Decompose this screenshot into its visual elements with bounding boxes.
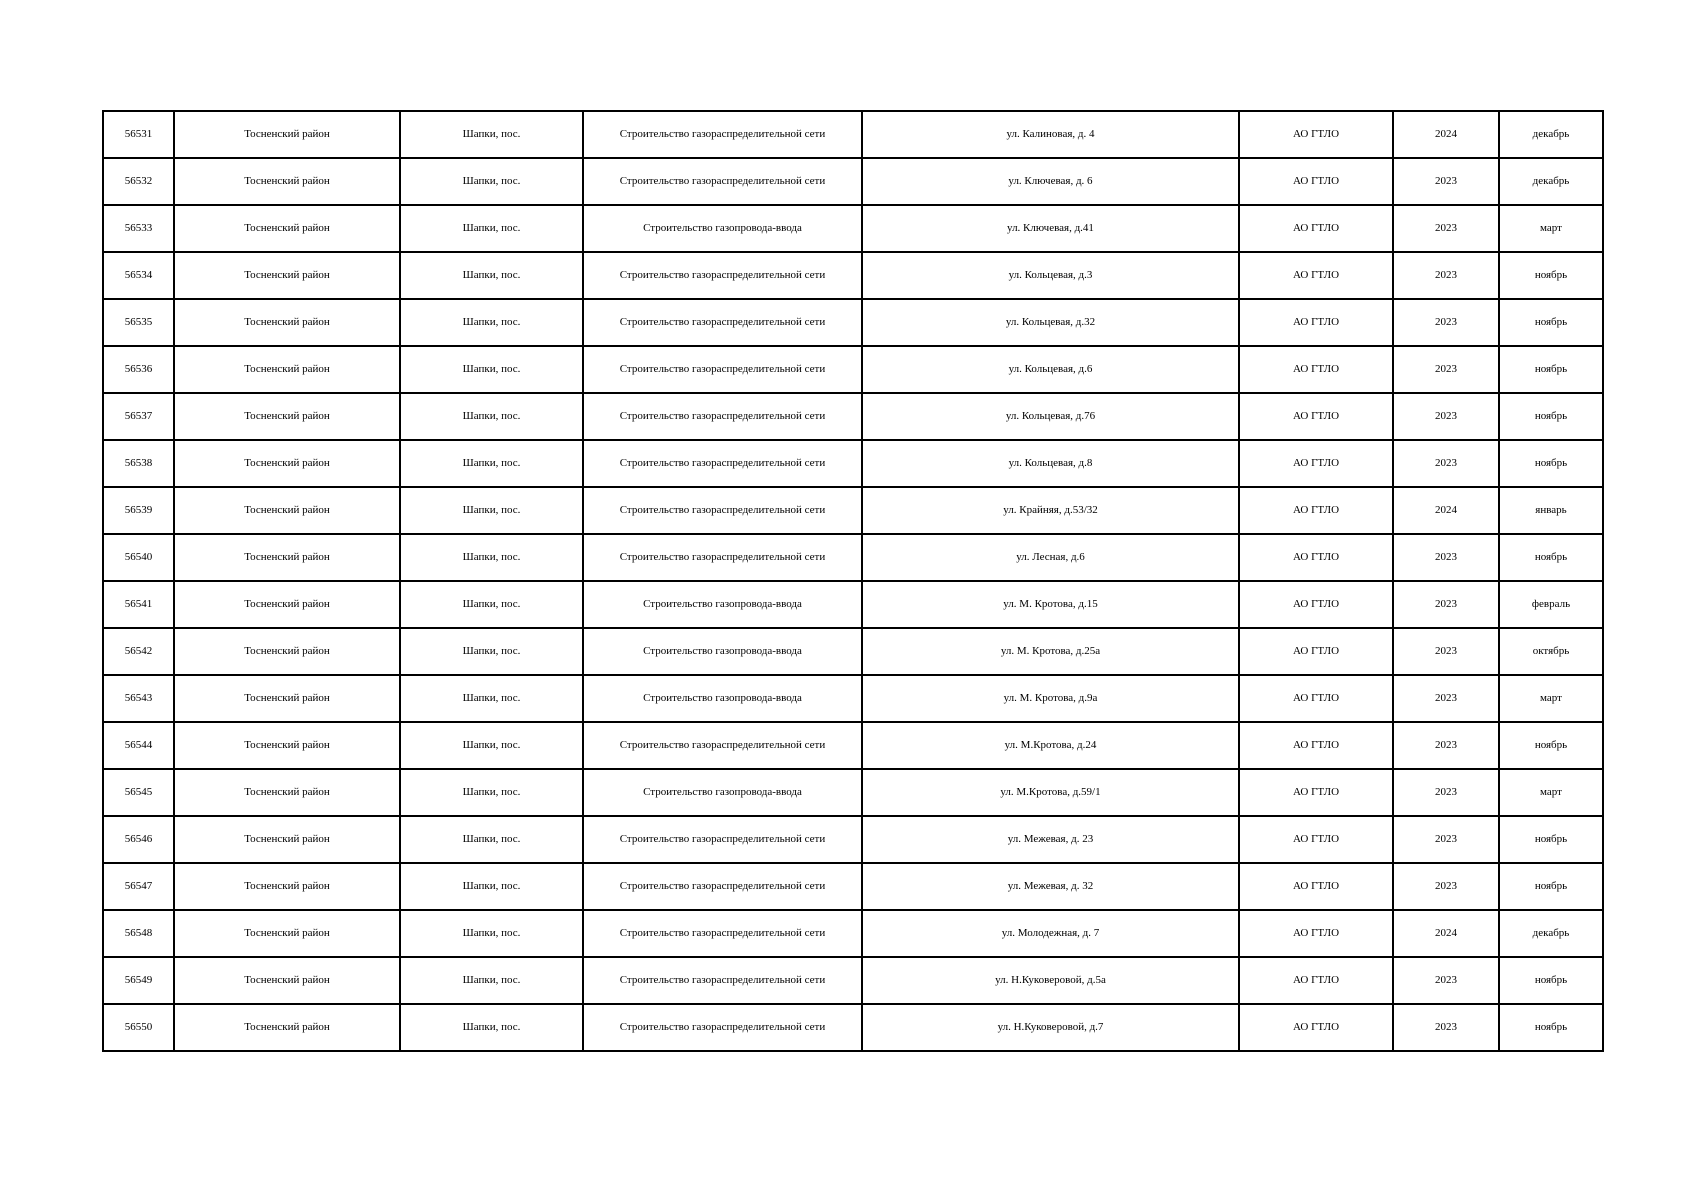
cell-work: Строительство газопровода-ввода <box>583 205 862 252</box>
cell-year: 2023 <box>1393 628 1499 675</box>
cell-settlement: Шапки, пос. <box>400 346 583 393</box>
cell-year: 2023 <box>1393 205 1499 252</box>
cell-settlement: Шапки, пос. <box>400 111 583 158</box>
cell-month: ноябрь <box>1499 299 1603 346</box>
cell-year: 2024 <box>1393 910 1499 957</box>
cell-month: ноябрь <box>1499 393 1603 440</box>
cell-settlement: Шапки, пос. <box>400 675 583 722</box>
cell-address: ул. Лесная, д.6 <box>862 534 1239 581</box>
table-row <box>103 346 1603 393</box>
cell-month: декабрь <box>1499 111 1603 158</box>
cell-address: ул. Кольцевая, д.8 <box>862 440 1239 487</box>
cell-org: АО ГТЛО <box>1239 299 1393 346</box>
table-row <box>103 1004 1603 1051</box>
cell-district: Тосненский район <box>174 299 400 346</box>
cell-id: 56539 <box>103 487 174 534</box>
cell-id: 56532 <box>103 158 174 205</box>
cell-id: 56543 <box>103 675 174 722</box>
cell-org: АО ГТЛО <box>1239 252 1393 299</box>
table-row <box>103 816 1603 863</box>
cell-address: ул. М.Кротова, д.24 <box>862 722 1239 769</box>
cell-district: Тосненский район <box>174 769 400 816</box>
cell-settlement: Шапки, пос. <box>400 252 583 299</box>
cell-id: 56545 <box>103 769 174 816</box>
table-row <box>103 675 1603 722</box>
cell-org: АО ГТЛО <box>1239 487 1393 534</box>
cell-settlement: Шапки, пос. <box>400 1004 583 1051</box>
cell-month: ноябрь <box>1499 722 1603 769</box>
cell-year: 2023 <box>1393 863 1499 910</box>
cell-id: 56549 <box>103 957 174 1004</box>
cell-address: ул. М. Кротова, д.9а <box>862 675 1239 722</box>
cell-settlement: Шапки, пос. <box>400 158 583 205</box>
cell-id: 56550 <box>103 1004 174 1051</box>
cell-work: Строительство газопровода-ввода <box>583 769 862 816</box>
cell-id: 56531 <box>103 111 174 158</box>
cell-org: АО ГТЛО <box>1239 1004 1393 1051</box>
cell-address: ул. Крайняя, д.53/32 <box>862 487 1239 534</box>
cell-address: ул. Межевая, д. 23 <box>862 816 1239 863</box>
cell-org: АО ГТЛО <box>1239 205 1393 252</box>
cell-settlement: Шапки, пос. <box>400 581 583 628</box>
cell-month: ноябрь <box>1499 816 1603 863</box>
cell-id: 56544 <box>103 722 174 769</box>
cell-id: 56548 <box>103 910 174 957</box>
cell-org: АО ГТЛО <box>1239 581 1393 628</box>
table-row <box>103 205 1603 252</box>
cell-month: февраль <box>1499 581 1603 628</box>
table-row <box>103 910 1603 957</box>
cell-settlement: Шапки, пос. <box>400 299 583 346</box>
cell-year: 2023 <box>1393 769 1499 816</box>
table-row <box>103 158 1603 205</box>
cell-org: АО ГТЛО <box>1239 346 1393 393</box>
gas-works-table <box>102 110 1604 1052</box>
cell-year: 2023 <box>1393 346 1499 393</box>
cell-address: ул. Межевая, д. 32 <box>862 863 1239 910</box>
cell-address: ул. Ключевая, д.41 <box>862 205 1239 252</box>
cell-district: Тосненский район <box>174 252 400 299</box>
cell-address: ул. Н.Куковеровой, д.7 <box>862 1004 1239 1051</box>
cell-address: ул. Кольцевая, д.6 <box>862 346 1239 393</box>
cell-work: Строительство газораспределительной сети <box>583 158 862 205</box>
table-row <box>103 628 1603 675</box>
cell-org: АО ГТЛО <box>1239 440 1393 487</box>
cell-work: Строительство газораспределительной сети <box>583 252 862 299</box>
table-row <box>103 299 1603 346</box>
cell-id: 56542 <box>103 628 174 675</box>
cell-address: ул. Кольцевая, д.3 <box>862 252 1239 299</box>
cell-work: Строительство газопровода-ввода <box>583 675 862 722</box>
cell-year: 2023 <box>1393 534 1499 581</box>
table-row <box>103 440 1603 487</box>
cell-year: 2023 <box>1393 440 1499 487</box>
cell-district: Тосненский район <box>174 393 400 440</box>
cell-settlement: Шапки, пос. <box>400 393 583 440</box>
cell-org: АО ГТЛО <box>1239 534 1393 581</box>
cell-district: Тосненский район <box>174 440 400 487</box>
cell-work: Строительство газораспределительной сети <box>583 1004 862 1051</box>
cell-district: Тосненский район <box>174 722 400 769</box>
cell-district: Тосненский район <box>174 487 400 534</box>
cell-district: Тосненский район <box>174 628 400 675</box>
table-row <box>103 769 1603 816</box>
cell-month: ноябрь <box>1499 863 1603 910</box>
table-body <box>103 111 1603 1051</box>
cell-org: АО ГТЛО <box>1239 111 1393 158</box>
cell-district: Тосненский район <box>174 910 400 957</box>
cell-year: 2023 <box>1393 158 1499 205</box>
cell-district: Тосненский район <box>174 158 400 205</box>
cell-settlement: Шапки, пос. <box>400 957 583 1004</box>
cell-year: 2023 <box>1393 393 1499 440</box>
cell-month: декабрь <box>1499 910 1603 957</box>
cell-month: ноябрь <box>1499 957 1603 1004</box>
table-row <box>103 957 1603 1004</box>
cell-district: Тосненский район <box>174 346 400 393</box>
cell-address: ул. Н.Куковеровой, д.5а <box>862 957 1239 1004</box>
cell-month: ноябрь <box>1499 1004 1603 1051</box>
cell-settlement: Шапки, пос. <box>400 722 583 769</box>
cell-year: 2024 <box>1393 487 1499 534</box>
cell-settlement: Шапки, пос. <box>400 534 583 581</box>
cell-month: декабрь <box>1499 158 1603 205</box>
cell-work: Строительство газораспределительной сети <box>583 299 862 346</box>
table-row <box>103 722 1603 769</box>
cell-month: ноябрь <box>1499 252 1603 299</box>
table-row <box>103 863 1603 910</box>
cell-year: 2023 <box>1393 816 1499 863</box>
cell-year: 2023 <box>1393 722 1499 769</box>
table-row <box>103 252 1603 299</box>
cell-org: АО ГТЛО <box>1239 863 1393 910</box>
cell-org: АО ГТЛО <box>1239 816 1393 863</box>
cell-settlement: Шапки, пос. <box>400 440 583 487</box>
cell-district: Тосненский район <box>174 581 400 628</box>
cell-year: 2023 <box>1393 581 1499 628</box>
cell-month: март <box>1499 675 1603 722</box>
cell-work: Строительство газораспределительной сети <box>583 487 862 534</box>
cell-id: 56547 <box>103 863 174 910</box>
cell-work: Строительство газопровода-ввода <box>583 628 862 675</box>
cell-address: ул. Калиновая, д. 4 <box>862 111 1239 158</box>
cell-district: Тосненский район <box>174 863 400 910</box>
cell-org: АО ГТЛО <box>1239 675 1393 722</box>
cell-settlement: Шапки, пос. <box>400 205 583 252</box>
cell-month: ноябрь <box>1499 440 1603 487</box>
cell-org: АО ГТЛО <box>1239 628 1393 675</box>
cell-work: Строительство газораспределительной сети <box>583 910 862 957</box>
cell-work: Строительство газораспределительной сети <box>583 863 862 910</box>
cell-month: ноябрь <box>1499 534 1603 581</box>
cell-org: АО ГТЛО <box>1239 910 1393 957</box>
cell-month: ноябрь <box>1499 346 1603 393</box>
cell-year: 2023 <box>1393 252 1499 299</box>
table-row <box>103 581 1603 628</box>
cell-id: 56540 <box>103 534 174 581</box>
cell-org: АО ГТЛО <box>1239 393 1393 440</box>
cell-org: АО ГТЛО <box>1239 957 1393 1004</box>
cell-address: ул. М. Кротова, д.25а <box>862 628 1239 675</box>
cell-id: 56546 <box>103 816 174 863</box>
cell-district: Тосненский район <box>174 111 400 158</box>
cell-address: ул. М. Кротова, д.15 <box>862 581 1239 628</box>
cell-address: ул. Ключевая, д. 6 <box>862 158 1239 205</box>
cell-id: 56536 <box>103 346 174 393</box>
cell-id: 56537 <box>103 393 174 440</box>
cell-year: 2023 <box>1393 957 1499 1004</box>
cell-settlement: Шапки, пос. <box>400 910 583 957</box>
cell-address: ул. Кольцевая, д.32 <box>862 299 1239 346</box>
cell-settlement: Шапки, пос. <box>400 769 583 816</box>
cell-year: 2023 <box>1393 299 1499 346</box>
cell-district: Тосненский район <box>174 957 400 1004</box>
cell-work: Строительство газораспределительной сети <box>583 957 862 1004</box>
cell-district: Тосненский район <box>174 205 400 252</box>
cell-id: 56534 <box>103 252 174 299</box>
cell-settlement: Шапки, пос. <box>400 863 583 910</box>
cell-id: 56535 <box>103 299 174 346</box>
cell-district: Тосненский район <box>174 675 400 722</box>
cell-address: ул. М.Кротова, д.59/1 <box>862 769 1239 816</box>
cell-work: Строительство газораспределительной сети <box>583 816 862 863</box>
cell-year: 2024 <box>1393 111 1499 158</box>
cell-work: Строительство газопровода-ввода <box>583 581 862 628</box>
cell-month: март <box>1499 769 1603 816</box>
cell-district: Тосненский район <box>174 1004 400 1051</box>
cell-month: январь <box>1499 487 1603 534</box>
cell-district: Тосненский район <box>174 816 400 863</box>
cell-id: 56538 <box>103 440 174 487</box>
cell-id: 56541 <box>103 581 174 628</box>
cell-work: Строительство газораспределительной сети <box>583 346 862 393</box>
table-row <box>103 111 1603 158</box>
cell-org: АО ГТЛО <box>1239 769 1393 816</box>
cell-district: Тосненский район <box>174 534 400 581</box>
table-row <box>103 487 1603 534</box>
cell-address: ул. Молодежная, д. 7 <box>862 910 1239 957</box>
cell-month: октябрь <box>1499 628 1603 675</box>
cell-month: март <box>1499 205 1603 252</box>
cell-work: Строительство газораспределительной сети <box>583 393 862 440</box>
cell-year: 2023 <box>1393 1004 1499 1051</box>
table-row <box>103 534 1603 581</box>
cell-work: Строительство газораспределительной сети <box>583 722 862 769</box>
cell-id: 56533 <box>103 205 174 252</box>
cell-org: АО ГТЛО <box>1239 722 1393 769</box>
cell-settlement: Шапки, пос. <box>400 487 583 534</box>
cell-work: Строительство газораспределительной сети <box>583 534 862 581</box>
cell-org: АО ГТЛО <box>1239 158 1393 205</box>
cell-settlement: Шапки, пос. <box>400 816 583 863</box>
cell-work: Строительство газораспределительной сети <box>583 440 862 487</box>
cell-year: 2023 <box>1393 675 1499 722</box>
cell-settlement: Шапки, пос. <box>400 628 583 675</box>
cell-work: Строительство газораспределительной сети <box>583 111 862 158</box>
cell-address: ул. Кольцевая, д.76 <box>862 393 1239 440</box>
table-row <box>103 393 1603 440</box>
